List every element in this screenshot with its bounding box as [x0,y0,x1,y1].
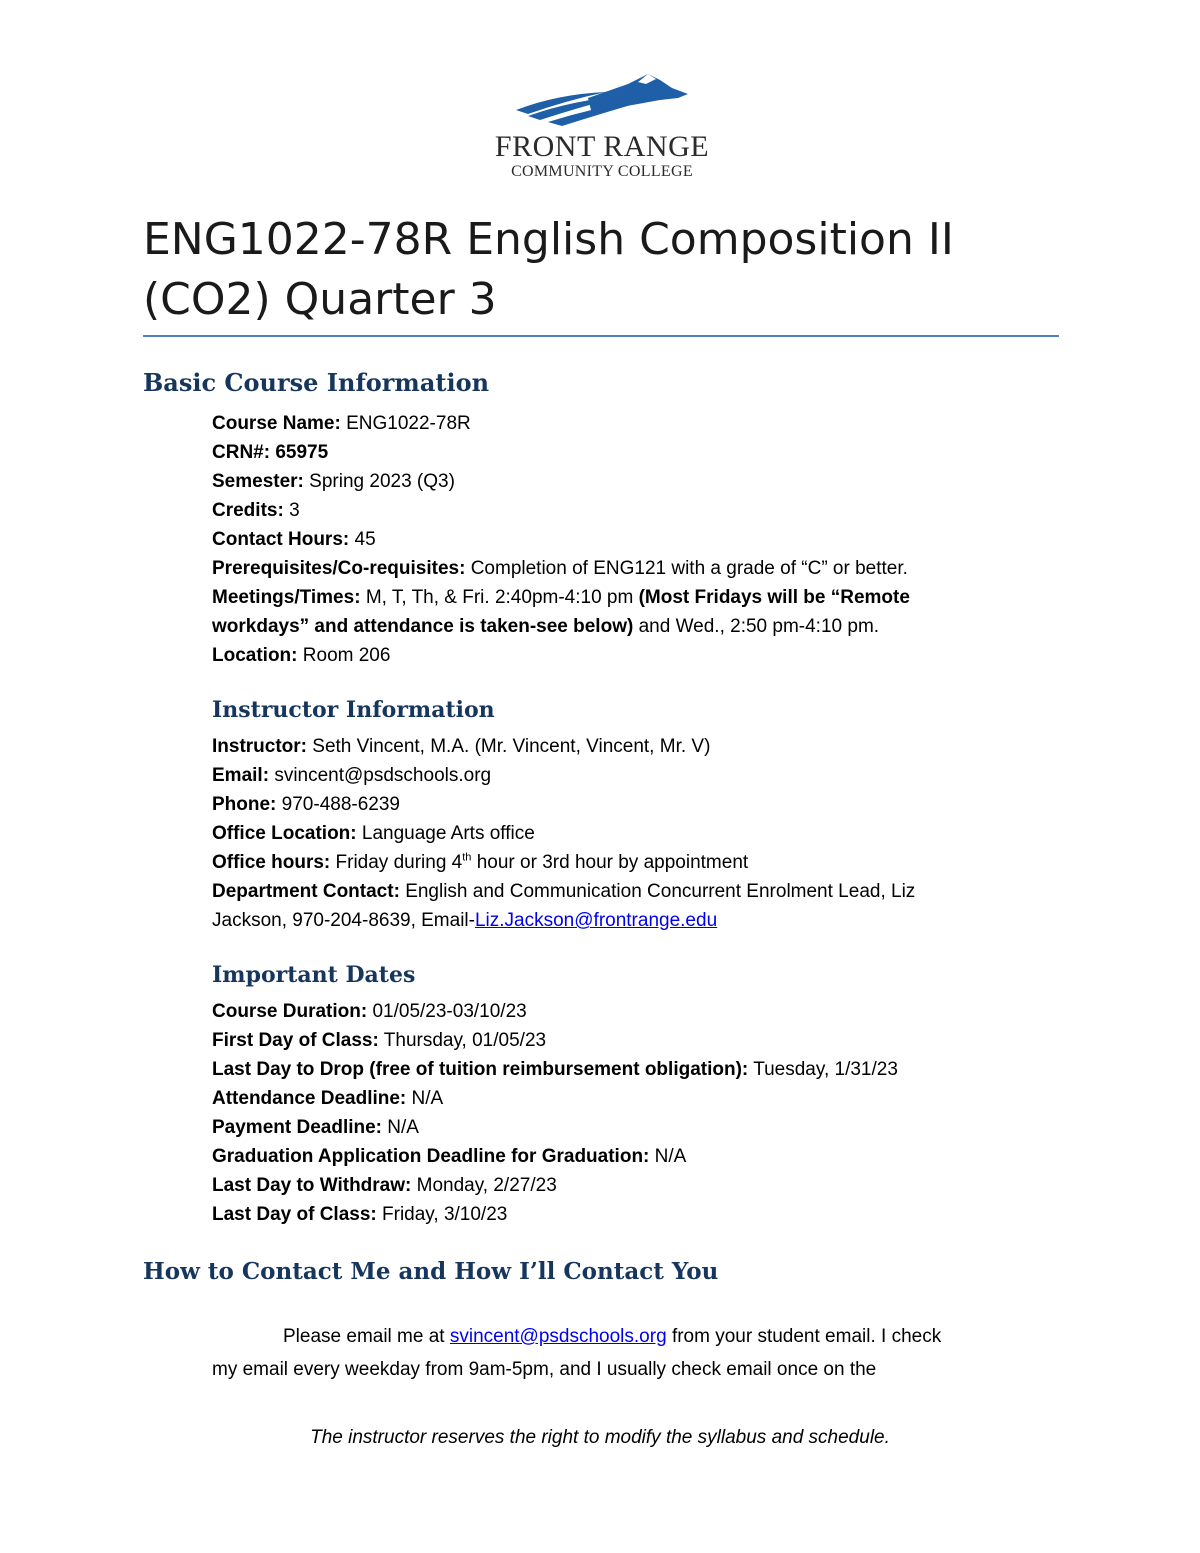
instructor-label: Instructor: [212,736,307,757]
department-contact-row [212,877,1012,906]
instructor-row [212,732,1012,761]
department-contact-label: Department Contact: [212,881,400,902]
last-day-of-class-row [212,1200,1012,1229]
payment-deadline-label: Payment Deadline: [212,1117,382,1138]
course-name-value: ENG1022-78R [346,413,471,434]
meetings-row-continued [212,612,1012,641]
department-contact-value: English and Communication Concurrent Enrolment Lead, Liz [405,881,916,902]
page-title [143,210,1063,330]
contact-text-end: my email every weekday from 9am-5pm, and I usually check email once on the [212,1359,877,1380]
office-hours-label: Office hours: [212,852,331,873]
title-divider [143,335,1059,337]
last-day-to-withdraw-row [212,1171,1012,1200]
attendance-deadline-row [212,1084,1012,1113]
first-day-label: First Day of Class: [212,1030,379,1051]
email-value: svincent@psdschools.org [274,765,492,786]
contact-text-start: Please email me at [283,1326,445,1347]
last-day-to-withdraw-value: Monday, 2/27/23 [416,1175,557,1196]
office-hours-row [212,848,1012,877]
meetings-value: M, T, Th, & Fri. 2:40pm-4:10 pm [365,587,634,608]
crn-value: 65975 [275,442,329,463]
course-duration-row [212,997,1012,1026]
attendance-deadline-value: N/A [411,1088,444,1109]
heading-how-to-contact: How to Contact Me and How I’ll Contact You [143,1258,719,1285]
location-label: Location: [212,645,298,666]
attendance-deadline-label: Attendance Deadline: [212,1088,407,1109]
logo-college-subname: COMMUNITY COLLEGE [511,163,693,180]
prerequisites-label: Prerequisites/Co-requisites: [212,558,466,579]
prerequisites-row [212,554,1012,583]
location-value: Room 206 [302,645,391,666]
office-location-value: Language Arts office [361,823,535,844]
last-day-of-class-value: Friday, 3/10/23 [382,1204,508,1225]
contact-line-2 [212,1353,1032,1386]
graduation-deadline-value: N/A [654,1146,687,1167]
semester-label: Semester: [212,471,304,492]
contact-hours-value: 45 [354,529,376,550]
contact-paragraph [212,1320,1032,1386]
graduation-deadline-row [212,1142,1012,1171]
contact-hours-label: Contact Hours: [212,529,350,550]
meetings-wednesday: and Wed., 2:50 pm-4:10 pm. [638,616,880,637]
contact-email-link[interactable]: svincent@psdschools.org [449,1326,667,1347]
contact-text-middle: from your student email. I check [671,1326,942,1347]
mountain-logo-icon [488,70,718,130]
phone-value: 970-488-6239 [281,794,400,815]
last-day-to-drop-row [212,1055,1012,1084]
payment-deadline-value: N/A [387,1117,419,1138]
prerequisites-value: Completion of ENG121 with a grade of “C” or better. [470,558,908,579]
heading-basic-course-information: Basic Course Information [143,368,490,397]
meetings-label: Meetings/Times: [212,587,361,608]
office-location-label: Office Location: [212,823,357,844]
page-footer: The instructor reserves the right to modify the syllabus and schedule. [310,1427,890,1448]
office-hours-value-continued: hour or 3rd hour by appointment [476,852,749,873]
logo-college-name: FRONT RANGE [494,130,710,163]
semester-row [212,467,1012,496]
location-row [212,641,1012,670]
meetings-note-part-1: (Most Fridays will be “Remote [638,587,910,608]
crn-row [212,438,1012,467]
department-email-link[interactable]: Liz.Jackson@frontrange.edu [474,910,718,931]
credits-label: Credits: [212,500,284,521]
office-hours-value: Friday during 4 [335,852,463,873]
email-label: Email: [212,765,270,786]
basic-course-info [212,409,1012,670]
first-day-value: Thursday, 01/05/23 [383,1030,547,1051]
last-day-of-class-label: Last Day of Class: [212,1204,377,1225]
graduation-deadline-label: Graduation Application Deadline for Graduation: [212,1146,650,1167]
contact-hours-row [212,525,1012,554]
credits-value: 3 [289,500,300,521]
department-contact-row-continued [212,906,1012,935]
title-line-1: ENG1022-78R English Composition II [143,214,954,265]
course-name-label: Course Name: [212,413,341,434]
course-duration-value: 01/05/23-03/10/23 [372,1001,527,1022]
phone-label: Phone: [212,794,277,815]
instructor-value: Seth Vincent, M.A. (Mr. Vincent, Vincent, Mr. V) [312,736,711,757]
crn-label: CRN#: [212,442,271,463]
phone-row [212,790,1012,819]
college-logo [488,70,718,182]
meetings-note-part-2: workdays” and attendance is taken-see below) [212,616,634,637]
email-row [212,761,1012,790]
important-dates [212,997,1012,1229]
department-contact-value-continued: Jackson, 970-204-8639, Email- [212,910,475,931]
last-day-to-withdraw-label: Last Day to Withdraw: [212,1175,412,1196]
course-name-row [212,409,1012,438]
office-location-row [212,819,1012,848]
last-day-to-drop-value: Tuesday, 1/31/23 [753,1059,898,1080]
instructor-info [212,732,1012,935]
payment-deadline-row [212,1113,1012,1142]
meetings-row [212,583,1012,612]
contact-line-1 [212,1320,1032,1353]
semester-value: Spring 2023 (Q3) [309,471,455,492]
credits-row [212,496,1012,525]
first-day-row [212,1026,1012,1055]
last-day-to-drop-label: Last Day to Drop (free of tuition reimbursement obligation): [212,1059,749,1080]
heading-important-dates: Important Dates [212,962,416,988]
title-line-2: (CO2) Quarter 3 [143,274,497,325]
heading-instructor-information: Instructor Information [212,697,495,723]
office-hours-superscript: th [462,851,472,864]
course-duration-label: Course Duration: [212,1001,368,1022]
